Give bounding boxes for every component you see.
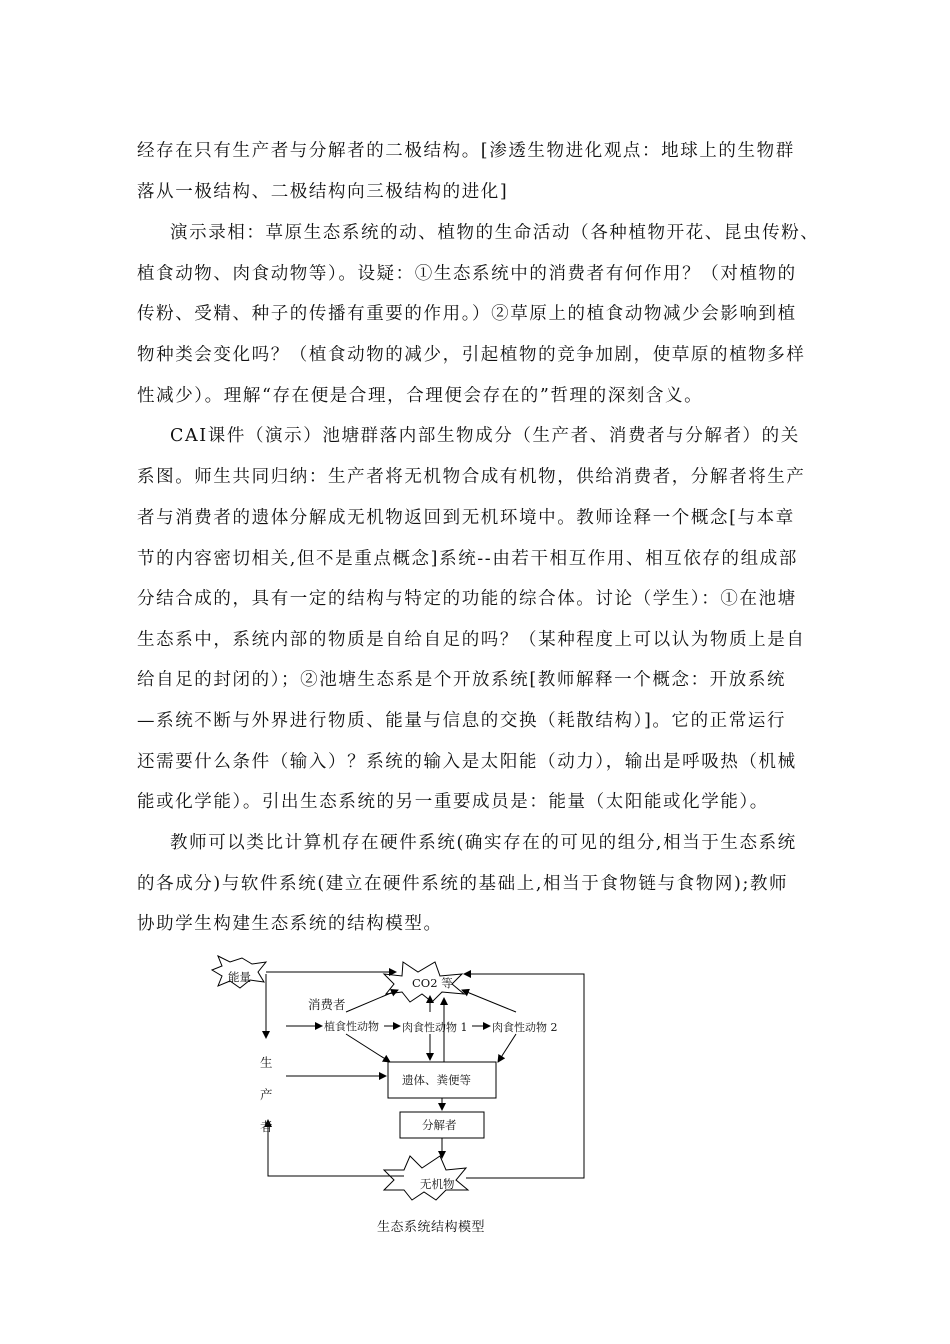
paragraph-line: 物种类会变化吗？（植食动物的减少，引起植物的竞争加剧，使草原的植物多样 [137, 345, 806, 365]
producer-char-1: 生 [260, 1055, 273, 1070]
paragraph-line: —系统不断与外界进行物质、能量与信息的交换（耗散结构）]。它的正常运行 [137, 711, 787, 731]
producer-char-3: 者 [260, 1119, 273, 1134]
remains-label: 遗体、粪便等 [402, 1073, 471, 1087]
diagram-caption: 生态系统结构模型 [377, 1220, 486, 1235]
ecosystem-structure-diagram [200, 950, 600, 1230]
decomposer-label: 分解者 [422, 1118, 457, 1132]
paragraph-line: 协助学生构建生态系统的结构模型。 [137, 914, 443, 934]
paragraph-line: 给自足的封闭的）；②池塘生态系是个开放系统[教师解释一个概念：开放系统 [137, 670, 787, 690]
paragraph-line: 能或化学能）。引出生态系统的另一重要成员是：能量（太阳能或化学能）。 [137, 792, 769, 812]
paragraph-line: CAI课件（演示）池塘群落内部生物成分（生产者、消费者与分解者）的关 [170, 426, 800, 446]
paragraph-line: 还需要什么条件（输入）？系统的输入是太阳能（动力），输出是呼吸热（机械 [137, 752, 797, 772]
carnivore-2-label: 肉食性动物 2 [492, 1021, 558, 1034]
producer-char-2: 产 [260, 1087, 273, 1102]
carnivore-1-label: 肉食性动物 1 [402, 1021, 468, 1034]
paragraph-line: 节的内容密切相关,但不是重点概念]系统--由若干相互作用、相互依存的组成部 [137, 549, 798, 569]
paragraph-line: 性减少）。理解“存在便是合理，合理便会存在的”哲理的深刻含义。 [137, 386, 704, 406]
consumer-label: 消费者 [308, 997, 346, 1012]
energy-label: 能量 [228, 970, 251, 984]
paragraph-line: 系图。师生共同归纳：生产者将无机物合成有机物，供给消费者，分解者将生产 [137, 467, 806, 487]
paragraph-line: 生态系中，系统内部的物质是自给自足的吗？（某种程度上可以认为物质上是自 [137, 630, 806, 650]
paragraph-line: 的各成分)与软件系统(建立在硬件系统的基础上,相当于食物链与食物网);教师 [137, 874, 789, 894]
paragraph-line: 者与消费者的遗体分解成无机物返回到无机环境中。教师诠释一个概念[与本章 [137, 508, 795, 528]
herbivore-label: 植食性动物 [324, 1020, 379, 1033]
paragraph-line: 经存在只有生产者与分解者的二极结构。[渗透生物进化观点：地球上的生物群 [137, 141, 795, 161]
paragraph-line: 分结合成的，具有一定的结构与特定的功能的综合体。讨论（学生）：①在池塘 [137, 589, 797, 609]
paragraph-line: 植食动物、肉食动物等）。设疑：①生态系统中的消费者有何作用？（对植物的 [137, 264, 797, 284]
paragraph-line: 教师可以类比计算机存在硬件系统(确实存在的可见的组分,相当于生态系统 [170, 833, 797, 853]
paragraph-line: 落从一极结构、二极结构向三极结构的进化] [137, 182, 509, 202]
paragraph-line: 传粉、受精、种子的传播有重要的作用。）②草原上的植食动物减少会影响到植 [137, 304, 797, 324]
inorganic-label: 无机物 [420, 1177, 455, 1191]
paragraph-line: 演示录相：草原生态系统的动、植物的生命活动（各种植物开花、昆虫传粉、 [170, 223, 820, 243]
co2-label: CO2 等 [412, 976, 453, 990]
